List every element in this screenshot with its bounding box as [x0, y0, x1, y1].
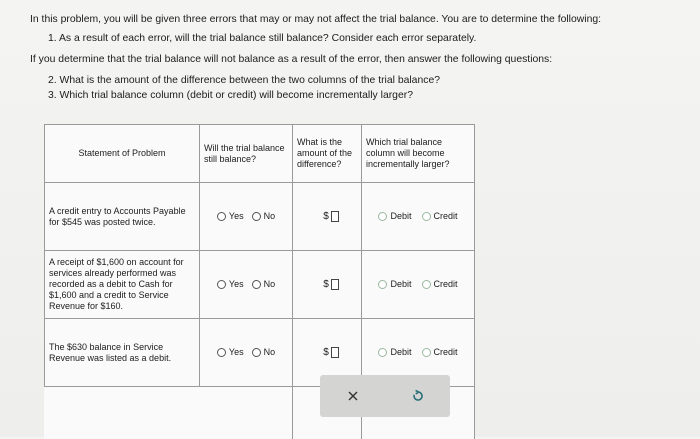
- credit-label: Credit: [434, 347, 458, 358]
- difference-cell: [293, 251, 362, 319]
- difference-cell: [293, 183, 362, 251]
- radio-circle-icon: [378, 212, 387, 221]
- x-icon: [347, 390, 359, 402]
- credit-label: Credit: [434, 211, 458, 222]
- yes-radio[interactable]: [217, 279, 244, 290]
- credit-radio[interactable]: [422, 211, 458, 222]
- table-header-row: [45, 125, 475, 183]
- yes-radio[interactable]: [217, 211, 244, 222]
- debit-radio[interactable]: [378, 279, 411, 290]
- instruction-line-1: In this problem, you will be given three errors that may or may not affect the trial balance. You are to determine the following:: [30, 12, 695, 27]
- question-2: 2. What is the amount of the difference between the two columns of the trial balance?: [30, 73, 695, 88]
- radio-circle-icon: [217, 348, 226, 357]
- difference-input[interactable]: [331, 347, 339, 358]
- header-column: Which trial balance column will become incrementally larger?: [362, 125, 475, 183]
- yes-label: Yes: [229, 279, 244, 290]
- yes-label: Yes: [229, 211, 244, 222]
- instructions: [30, 12, 695, 103]
- reset-button[interactable]: [407, 385, 429, 407]
- no-radio[interactable]: [252, 211, 276, 222]
- radio-circle-icon: [378, 280, 387, 289]
- table-row: [45, 251, 475, 319]
- balance-cell: [200, 183, 293, 251]
- clear-button[interactable]: [342, 385, 364, 407]
- no-label: No: [264, 347, 276, 358]
- radio-circle-icon: [378, 348, 387, 357]
- instruction-line-2: If you determine that the trial balance will not balance as a result of the error, then answer the following questions:: [30, 52, 695, 67]
- difference-input[interactable]: [331, 211, 339, 222]
- header-difference: What is the amount of the difference?: [293, 125, 362, 183]
- yes-radio[interactable]: [217, 347, 244, 358]
- difference-input[interactable]: [331, 279, 339, 290]
- radio-circle-icon: [422, 348, 431, 357]
- balance-cell: [200, 251, 293, 319]
- debit-radio[interactable]: [378, 347, 411, 358]
- no-label: No: [264, 211, 276, 222]
- statement-cell: A credit entry to Accounts Payable for $545 was posted twice.: [45, 183, 200, 251]
- credit-radio[interactable]: [422, 279, 458, 290]
- debit-label: Debit: [390, 347, 411, 358]
- statement-cell: The $630 balance in Service Revenue was listed as a debit.: [45, 319, 200, 387]
- header-statement: Statement of Problem: [45, 125, 200, 183]
- currency-symbol: $: [323, 347, 329, 358]
- credit-label: Credit: [434, 279, 458, 290]
- radio-circle-icon: [252, 348, 261, 357]
- footer-spacer: [200, 387, 293, 439]
- debit-label: Debit: [390, 279, 411, 290]
- question-1: 1. As a result of each error, will the trial balance still balance? Consider each error separately.: [30, 31, 695, 46]
- currency-symbol: $: [323, 211, 329, 222]
- yes-label: Yes: [229, 347, 244, 358]
- radio-circle-icon: [422, 280, 431, 289]
- action-bar: [320, 375, 450, 417]
- statement-cell: A receipt of $1,600 on account for services already performed was recorded as a debit to Cash for $1,600 and a credit to Service Revenue for $160.: [45, 251, 200, 319]
- debit-radio[interactable]: [378, 211, 411, 222]
- radio-circle-icon: [252, 212, 261, 221]
- radio-circle-icon: [422, 212, 431, 221]
- radio-circle-icon: [217, 212, 226, 221]
- debit-label: Debit: [390, 211, 411, 222]
- radio-circle-icon: [217, 280, 226, 289]
- balance-cell: [200, 319, 293, 387]
- radio-circle-icon: [252, 280, 261, 289]
- table-row: [45, 183, 475, 251]
- no-label: No: [264, 279, 276, 290]
- footer-spacer: [45, 387, 200, 439]
- currency-symbol: $: [323, 279, 329, 290]
- column-cell: [362, 251, 475, 319]
- question-3: 3. Which trial balance column (debit or credit) will become incrementally larger?: [30, 88, 695, 103]
- column-cell: [362, 183, 475, 251]
- no-radio[interactable]: [252, 279, 276, 290]
- no-radio[interactable]: [252, 347, 276, 358]
- credit-radio[interactable]: [422, 347, 458, 358]
- header-balance: Will the trial balance still balance?: [200, 125, 293, 183]
- undo-icon: [411, 389, 425, 403]
